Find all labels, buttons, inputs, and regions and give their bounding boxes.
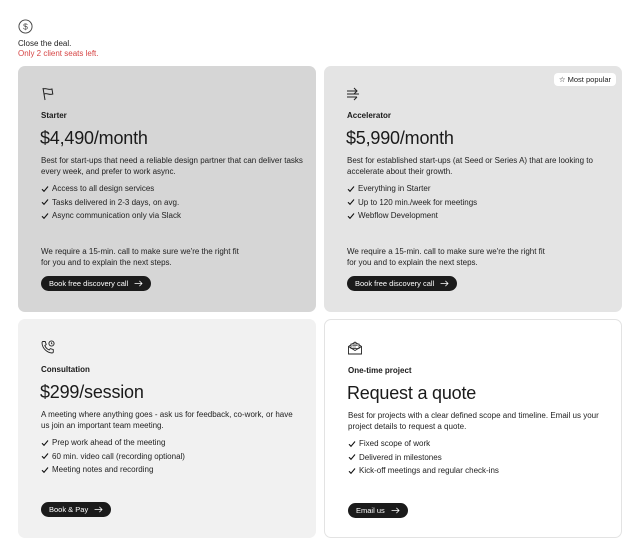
check-icon bbox=[348, 440, 356, 448]
plan-price: $4,490/month bbox=[40, 128, 148, 148]
call-note: We require a 15-min. call to make sure we're the right fit for you and to explain the next steps. bbox=[41, 247, 239, 267]
feature-label: Everything in Starter bbox=[358, 184, 431, 194]
feature-item bbox=[348, 437, 499, 451]
feature-list bbox=[348, 437, 499, 478]
feature-label: Prep work ahead of the meeting bbox=[52, 438, 166, 448]
plan-name: Accelerator bbox=[347, 111, 392, 120]
button-label: Email us bbox=[356, 506, 385, 515]
feature-label: Access to all design services bbox=[52, 184, 155, 194]
plan-name: One-time project bbox=[348, 366, 412, 375]
check-icon bbox=[348, 453, 356, 461]
tagline: Close the deal. bbox=[18, 39, 72, 48]
check-icon bbox=[41, 198, 49, 206]
check-icon bbox=[347, 185, 355, 193]
arrow-right-icon bbox=[134, 280, 143, 287]
plan-card-starter bbox=[18, 66, 316, 312]
feature-item bbox=[347, 196, 477, 210]
arrow-right-icon bbox=[94, 506, 103, 513]
arrow-right-icon bbox=[440, 280, 449, 287]
feature-item bbox=[41, 463, 185, 477]
feature-label: Delivered in milestones bbox=[359, 452, 442, 462]
svg-text:$: $ bbox=[23, 21, 28, 32]
check-icon bbox=[348, 467, 356, 475]
feature-list bbox=[41, 182, 181, 223]
feature-item bbox=[41, 209, 181, 223]
plan-card-consultation bbox=[18, 319, 316, 538]
feature-label: Up to 120 min./week for meetings bbox=[358, 197, 478, 207]
plan-name: Consultation bbox=[41, 365, 90, 374]
feature-label: Tasks delivered in 2-3 days, on avg. bbox=[52, 197, 180, 207]
plan-description: Best for start-ups that need a reliable design partner that can deliver tasks every week, and prefer to work async. bbox=[41, 156, 303, 176]
feature-item bbox=[41, 182, 181, 196]
plan-description: Best for established start-ups (at Seed or Series A) that are looking to accelerate about their growth. bbox=[347, 156, 593, 176]
seats-left-notice: Only 2 client seats left. bbox=[18, 49, 99, 58]
feature-label: Meeting notes and recording bbox=[52, 465, 154, 475]
plan-price: $5,990/month bbox=[346, 128, 454, 148]
check-icon bbox=[347, 212, 355, 220]
check-icon bbox=[41, 185, 49, 193]
forward-arrows-icon bbox=[346, 86, 362, 102]
plan-description: A meeting where anything goes - ask us for feedback, co-work, or have us join an important team meeting. bbox=[41, 410, 293, 430]
call-note: We require a 15-min. call to make sure we're the right fit for you and to explain the next steps. bbox=[347, 247, 545, 267]
feature-list bbox=[347, 182, 477, 223]
book-and-pay-button[interactable] bbox=[41, 502, 111, 517]
feature-item bbox=[41, 436, 185, 450]
check-icon bbox=[41, 212, 49, 220]
badge-label: Most popular bbox=[567, 75, 611, 84]
feature-item bbox=[348, 451, 499, 465]
check-icon bbox=[41, 466, 49, 474]
email-us-button[interactable] bbox=[348, 503, 408, 518]
envelope-open-icon bbox=[347, 340, 363, 356]
button-label: Book free discovery call bbox=[355, 279, 435, 288]
feature-item bbox=[41, 196, 181, 210]
plan-name: Starter bbox=[41, 111, 67, 120]
feature-label: Webflow Development bbox=[358, 211, 438, 221]
book-discovery-call-button[interactable] bbox=[347, 276, 457, 291]
dollar-circle-icon bbox=[18, 19, 33, 34]
plan-card-one-time-project bbox=[324, 319, 622, 538]
feature-label: Fixed scope of work bbox=[359, 439, 431, 449]
plan-price: $299/session bbox=[40, 382, 144, 402]
plan-price: Request a quote bbox=[347, 383, 477, 403]
flag-icon bbox=[40, 86, 56, 102]
feature-label: Kick-off meetings and regular check-ins bbox=[359, 466, 499, 476]
feature-item bbox=[41, 450, 185, 464]
most-popular-badge bbox=[554, 73, 616, 86]
book-discovery-call-button[interactable] bbox=[41, 276, 151, 291]
feature-list bbox=[41, 436, 185, 477]
feature-label: Async communication only via Slack bbox=[52, 211, 181, 221]
phone-call-icon bbox=[40, 339, 56, 355]
plan-description: Best for projects with a clear defined scope and timeline. Email us your project details to request a quote. bbox=[348, 411, 599, 431]
check-icon bbox=[41, 452, 49, 460]
check-icon bbox=[41, 439, 49, 447]
feature-label: 60 min. video call (recording optional) bbox=[52, 451, 185, 461]
check-icon bbox=[347, 198, 355, 206]
arrow-right-icon bbox=[391, 507, 400, 514]
feature-item bbox=[347, 182, 477, 196]
feature-item bbox=[348, 464, 499, 478]
feature-item bbox=[347, 209, 477, 223]
star-icon: ☆ bbox=[558, 75, 566, 84]
button-label: Book free discovery call bbox=[49, 279, 129, 288]
plan-card-accelerator bbox=[324, 66, 622, 312]
button-label: Book & Pay bbox=[49, 505, 89, 514]
